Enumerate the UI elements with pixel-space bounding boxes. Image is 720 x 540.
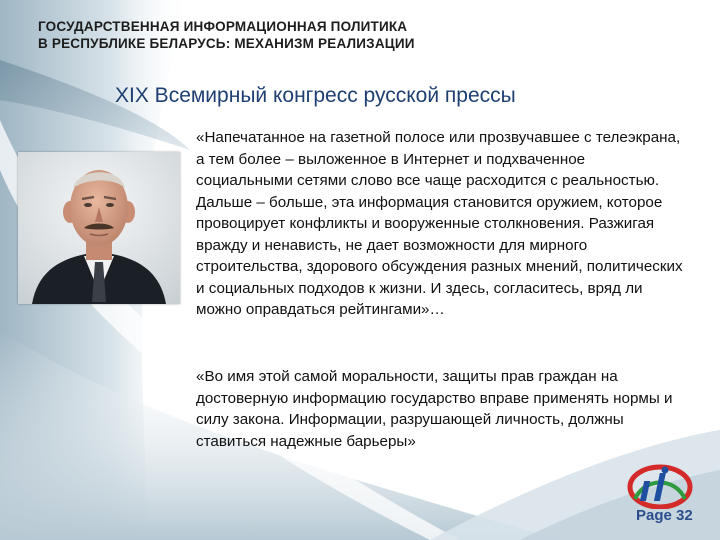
slide-title: XIX Всемирный конгресс русской прессы (115, 84, 516, 107)
institute-logo-icon (625, 463, 695, 509)
slide-header (38, 18, 598, 52)
page-number: Page 32 (636, 507, 693, 524)
quote-paragraph-1: «Напечатанное на газетной полосе или прозвучавшее с телеэкрана, а тем более – выложенное в Интернет и подхваченное социальными сетями слово все чаще расходится с реальностью. Дальше – больше, эта информация становится оружием, которое провоцирует конфликты и вооруженные столкновения. Разжигая вражду и ненависть, не дает возможности для мирного строительства, здорового обсуждения разных мнений, политических и социальных подходов к жизни. И здесь, согласитесь, вряд ли можно оправдаться рейтингами»… (196, 129, 683, 318)
header-line-2: В РЕСПУБЛИКЕ БЕЛАРУСЬ: МЕХАНИЗМ РЕАЛИЗАЦИИ (38, 36, 415, 51)
header-line-1: ГОСУДАРСТВЕННАЯ ИНФОРМАЦИОННАЯ ПОЛИТИКА (38, 19, 408, 34)
portrait-photo (18, 152, 180, 304)
quote-paragraph-2: «Во имя этой самой моральности, защиты прав граждан на достоверную информацию государство вправе применять нормы и силу закона. Информации, разрушающей личность, должны ставиться надежные барьеры» (196, 368, 673, 450)
